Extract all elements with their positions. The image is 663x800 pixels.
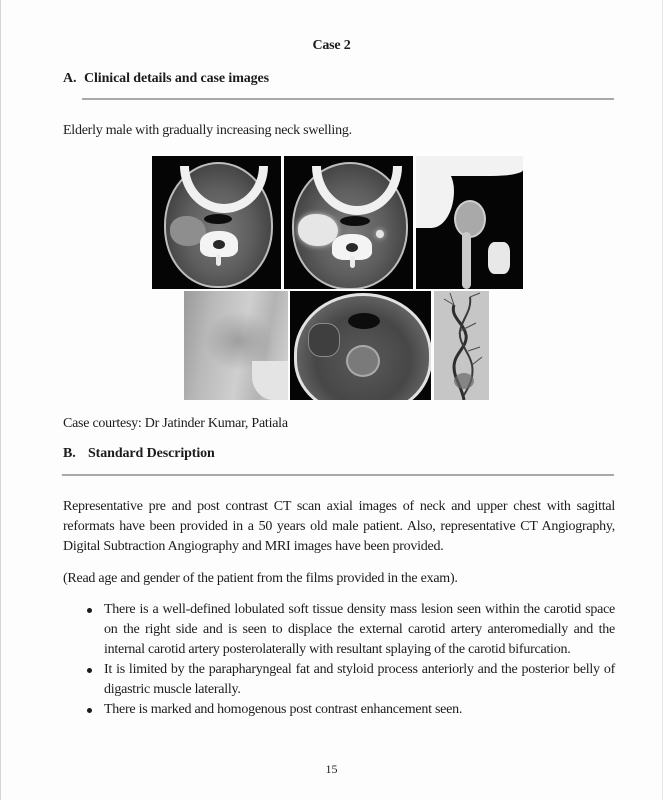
cervical-spine	[488, 242, 510, 274]
section-a-heading	[63, 71, 269, 87]
mandible-sagittal	[416, 166, 454, 228]
page-edge	[0, 0, 1, 800]
airway	[348, 313, 380, 329]
contralateral-vessel	[376, 230, 384, 238]
chin-region	[252, 361, 288, 400]
bullet-icon	[87, 708, 92, 713]
bullet-icon	[87, 668, 92, 673]
finding-text: There is marked and homogenous post contrast enhancement seen.	[104, 702, 463, 717]
airway	[340, 216, 370, 226]
sagittal-ct-angiography-image	[416, 156, 523, 289]
finding-item	[82, 600, 615, 660]
neck-swelling-photo	[184, 291, 288, 400]
bullet-icon	[87, 608, 92, 613]
findings-list	[82, 600, 615, 720]
page-number: 15	[325, 762, 338, 776]
section-b-title: Standard Description	[88, 446, 215, 461]
exam-note: (Read age and gender of the patient from the films provided in the exam).	[63, 571, 458, 586]
standard-description-intro: Representative pre and post contrast CT scan axial images of neck and upper chest with sagittal reformats have been provided in a 50 years old male patient. Also, representative CT Angiography, Digital Subtraction Angiography and MRI images have been provided.	[63, 499, 615, 554]
carotid-artery	[462, 232, 471, 289]
finding-text: It is limited by the parapharyngeal fat and styloid process anteriorly and the posterior belly of digastric muscle laterally.	[104, 662, 615, 697]
spinous-process	[216, 254, 221, 266]
case-courtesy: Case courtesy: Dr Jatinder Kumar, Patiala	[63, 416, 288, 431]
airway	[204, 214, 232, 224]
axial-mri-image	[290, 291, 431, 400]
carotid-vessel-tree	[434, 291, 489, 400]
pre-contrast-axial-ct-image	[152, 156, 281, 289]
section-b-divider	[62, 474, 614, 476]
section-b-heading	[63, 446, 215, 462]
section-a-number: A.	[63, 71, 77, 86]
digital-subtraction-angiography-image	[434, 291, 489, 400]
section-b-number: B.	[63, 446, 76, 461]
section-a-divider	[82, 98, 614, 100]
case-title: Case 2	[312, 38, 351, 53]
post-contrast-axial-ct-image	[284, 156, 413, 289]
carotid-space-mass	[308, 323, 340, 357]
spinal-cord	[346, 345, 380, 377]
finding-item	[82, 700, 615, 720]
finding-item	[82, 660, 615, 700]
clinical-details-text: Elderly male with gradually increasing neck swelling.	[63, 123, 352, 138]
finding-text: There is a well-defined lobulated soft tissue density mass lesion seen within the carotid space on the right side and is seen to displace the external carotid artery anteromedially and the internal carotid artery posterolaterally with resultant splaying of the carotid bifurcation.	[104, 602, 615, 657]
section-a-title: Clinical details and case images	[84, 71, 270, 86]
carotid-body-mass	[454, 200, 486, 238]
spinous-process	[350, 256, 355, 268]
